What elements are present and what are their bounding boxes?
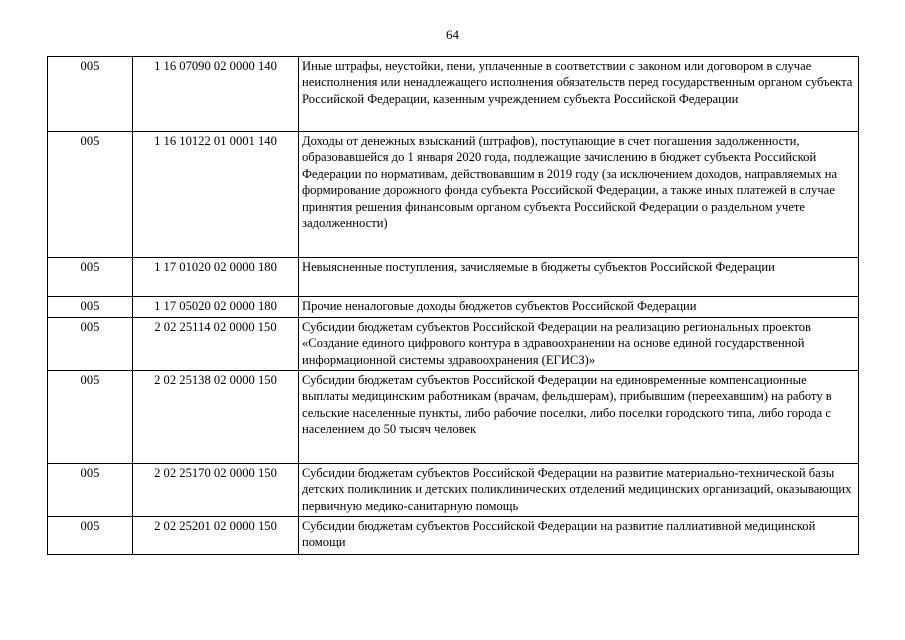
admin-code-cell: 005	[48, 517, 133, 555]
income-code-cell: 2 02 25114 02 0000 150	[133, 318, 299, 371]
income-name-cell: Невыясненные поступления, зачисляемые в бюджеты субъектов Российской Федерации	[299, 258, 859, 297]
admin-code-cell: 005	[48, 132, 133, 258]
table-row	[48, 371, 859, 464]
table-row	[48, 464, 859, 517]
admin-code-cell: 005	[48, 318, 133, 371]
income-name-cell: Прочие неналоговые доходы бюджетов субъектов Российской Федерации	[299, 297, 859, 318]
income-code-cell: 1 16 07090 02 0000 140	[133, 57, 299, 132]
admin-code-cell: 005	[48, 297, 133, 318]
income-code-cell: 2 02 25170 02 0000 150	[133, 464, 299, 517]
table-row	[48, 318, 859, 371]
table-row	[48, 517, 859, 555]
income-name-cell: Субсидии бюджетам субъектов Российской Федерации на развитие материально-технической базы детских поликлиник и детских поликлинических отделений медицинских организаций, оказывающих первичную медико-санитарную помощь	[299, 464, 859, 517]
budget-codes-table	[47, 56, 859, 555]
income-name-cell: Субсидии бюджетам субъектов Российской Федерации на развитие паллиативной медицинской помощи	[299, 517, 859, 555]
admin-code-cell: 005	[48, 371, 133, 464]
income-name-cell: Иные штрафы, неустойки, пени, уплаченные в соответствии с законом или договором в случае неисполнения или ненадлежащего исполнения обязательств перед государственным органом субъекта Российской Федерации, казенным учреждением субъекта Российской Федерации	[299, 57, 859, 132]
table-row	[48, 258, 859, 297]
income-name-cell: Субсидии бюджетам субъектов Российской Федерации на единовременные компенсационные выплаты медицинским работникам (врачам, фельдшерам), прибывшим (переехавшим) на работу в сельские населенные пункты, либо рабочие поселки, либо поселки городского типа, либо города с населением до 50 тысяч человек	[299, 371, 859, 464]
admin-code-cell: 005	[48, 57, 133, 132]
income-code-cell: 1 17 05020 02 0000 180	[133, 297, 299, 318]
admin-code-cell: 005	[48, 464, 133, 517]
income-name-cell: Доходы от денежных взысканий (штрафов), поступающие в счет погашения задолженности, образовавшейся до 1 января 2020 года, подлежащие зачислению в бюджет субъекта Российской Федерации по нормативам, действовавшим в 2019 году (за исключением доходов, направляемых на формирование дорожного фонда субъекта Российской Федерации, а также иных платежей в случае принятия решения финансовым органом субъекта Российской Федерации о раздельном учете задолженности)	[299, 132, 859, 258]
table-row	[48, 297, 859, 318]
income-code-cell: 1 17 01020 02 0000 180	[133, 258, 299, 297]
admin-code-cell: 005	[48, 258, 133, 297]
table-row	[48, 57, 859, 132]
income-code-cell: 2 02 25138 02 0000 150	[133, 371, 299, 464]
income-code-cell: 2 02 25201 02 0000 150	[133, 517, 299, 555]
income-code-cell: 1 16 10122 01 0001 140	[133, 132, 299, 258]
table-row	[48, 132, 859, 258]
page-number: 64	[446, 27, 459, 42]
income-name-cell: Субсидии бюджетам субъектов Российской Федерации на реализацию региональных проектов «Создание единого цифрового контура в здравоохранении на основе единой государственной информационной системы здравоохранения (ЕГИСЗ)»	[299, 318, 859, 371]
